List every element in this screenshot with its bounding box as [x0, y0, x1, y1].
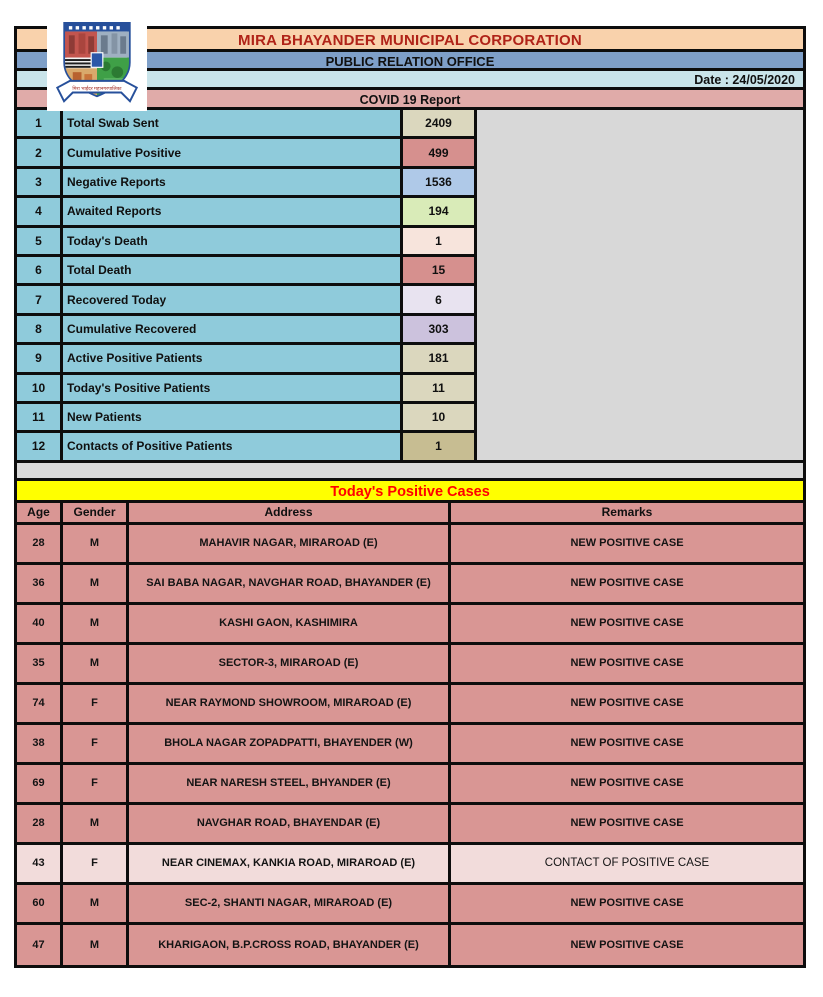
stat-value: 1 [403, 433, 477, 462]
case-address: NEAR RAYMOND SHOWROOM, MIRAROAD (E) [129, 685, 451, 725]
column-header-age: Age [17, 503, 63, 525]
case-gender: M [63, 885, 129, 925]
stat-label: Negative Reports [63, 169, 403, 198]
case-address: KHARIGAON, B.P.CROSS ROAD, BHAYANDER (E) [129, 925, 451, 965]
case-row [17, 565, 803, 605]
case-row [17, 645, 803, 685]
corporation-title: MIRA BHAYANDER MUNICIPAL CORPORATION [17, 29, 803, 52]
column-header-address: Address [129, 503, 451, 525]
case-row [17, 605, 803, 645]
case-row [17, 885, 803, 925]
case-address: NAVGHAR ROAD, BHAYENDAR (E) [129, 805, 451, 845]
stat-value: 11 [403, 375, 477, 404]
stat-no: 2 [17, 139, 63, 168]
case-age: 43 [17, 845, 63, 885]
stat-label: Recovered Today [63, 286, 403, 315]
column-header-gender: Gender [63, 503, 129, 525]
stat-value: 1536 [403, 169, 477, 198]
case-gender: M [63, 605, 129, 645]
case-address: SECTOR-3, MIRAROAD (E) [129, 645, 451, 685]
stat-value: 181 [403, 345, 477, 374]
case-remarks: NEW POSITIVE CASE [451, 925, 803, 965]
case-address: NEAR NARESH STEEL, BHYANDER (E) [129, 765, 451, 805]
case-age: 69 [17, 765, 63, 805]
column-header-remarks: Remarks [451, 503, 803, 525]
stat-label: Total Swab Sent [63, 110, 403, 139]
case-age: 36 [17, 565, 63, 605]
stat-label: Active Positive Patients [63, 345, 403, 374]
case-address: MAHAVIR NAGAR, MIRAROAD (E) [129, 525, 451, 565]
case-remarks: NEW POSITIVE CASE [451, 525, 803, 565]
stat-value: 499 [403, 139, 477, 168]
case-address: SAI BABA NAGAR, NAVGHAR ROAD, BHAYANDER (E) [129, 565, 451, 605]
stat-label: Awaited Reports [63, 198, 403, 227]
stat-no: 12 [17, 433, 63, 462]
case-age: 35 [17, 645, 63, 685]
stat-no: 5 [17, 228, 63, 257]
stat-label: Cumulative Recovered [63, 316, 403, 345]
stat-no: 1 [17, 110, 63, 139]
stat-value: 2409 [403, 110, 477, 139]
case-gender: M [63, 645, 129, 685]
case-remarks: NEW POSITIVE CASE [451, 805, 803, 845]
case-remarks: NEW POSITIVE CASE [451, 645, 803, 685]
case-row-contact [17, 845, 803, 885]
case-address: BHOLA NAGAR ZOPADPATTI, BHAYENDER (W) [129, 725, 451, 765]
stat-no: 7 [17, 286, 63, 315]
case-remarks: NEW POSITIVE CASE [451, 765, 803, 805]
stat-value: 1 [403, 228, 477, 257]
stat-no: 4 [17, 198, 63, 227]
stat-label: Contacts of Positive Patients [63, 433, 403, 462]
stat-no: 11 [17, 404, 63, 433]
case-age: 28 [17, 805, 63, 845]
case-age: 28 [17, 525, 63, 565]
stat-value: 194 [403, 198, 477, 227]
case-gender: F [63, 845, 129, 885]
case-address: NEAR CINEMAX, KANKIA ROAD, MIRAROAD (E) [129, 845, 451, 885]
case-row [17, 805, 803, 845]
stat-value: 10 [403, 404, 477, 433]
case-gender: F [63, 765, 129, 805]
case-gender: F [63, 725, 129, 765]
case-row [17, 925, 803, 965]
cases-table-body [17, 525, 803, 965]
office-subtitle: PUBLIC RELATION OFFICE [17, 52, 803, 71]
report-title: COVID 19 Report [17, 90, 803, 110]
case-gender: M [63, 805, 129, 845]
case-age: 38 [17, 725, 63, 765]
case-row [17, 725, 803, 765]
case-row [17, 685, 803, 725]
stats-empty-area [477, 110, 803, 463]
report-date: Date : 24/05/2020 [17, 71, 803, 90]
case-age: 60 [17, 885, 63, 925]
logo-ribbon-caption: मिरा भाईंदर महानगरपालिका [72, 87, 122, 93]
stat-no: 6 [17, 257, 63, 286]
case-gender: F [63, 685, 129, 725]
stat-value: 15 [403, 257, 477, 286]
case-remarks: CONTACT OF POSITIVE CASE [451, 845, 803, 885]
case-remarks: NEW POSITIVE CASE [451, 885, 803, 925]
stat-no: 9 [17, 345, 63, 374]
case-gender: M [63, 525, 129, 565]
stat-label: Today's Death [63, 228, 403, 257]
case-address: KASHI GAON, KASHIMIRA [129, 605, 451, 645]
case-remarks: NEW POSITIVE CASE [451, 565, 803, 605]
case-row [17, 765, 803, 805]
stat-no: 8 [17, 316, 63, 345]
cases-table-header [17, 503, 803, 525]
municipal-crest-icon [53, 14, 141, 109]
case-row [17, 525, 803, 565]
case-gender: M [63, 925, 129, 965]
case-address: SEC-2, SHANTI NAGAR, MIRAROAD (E) [129, 885, 451, 925]
section-divider [17, 463, 803, 481]
stat-no: 3 [17, 169, 63, 198]
case-remarks: NEW POSITIVE CASE [451, 685, 803, 725]
positive-cases-banner: Today's Positive Cases [17, 481, 803, 503]
municipal-logo [47, 12, 147, 111]
case-remarks: NEW POSITIVE CASE [451, 725, 803, 765]
case-gender: M [63, 565, 129, 605]
covid-stats-table [17, 110, 803, 463]
case-age: 40 [17, 605, 63, 645]
stat-label: Today's Positive Patients [63, 375, 403, 404]
stat-label: New Patients [63, 404, 403, 433]
stat-value: 303 [403, 316, 477, 345]
stat-label: Total Death [63, 257, 403, 286]
stat-value: 6 [403, 286, 477, 315]
case-remarks: NEW POSITIVE CASE [451, 605, 803, 645]
report-document [14, 26, 806, 968]
case-age: 47 [17, 925, 63, 965]
case-age: 74 [17, 685, 63, 725]
stat-label: Cumulative Positive [63, 139, 403, 168]
stat-no: 10 [17, 375, 63, 404]
